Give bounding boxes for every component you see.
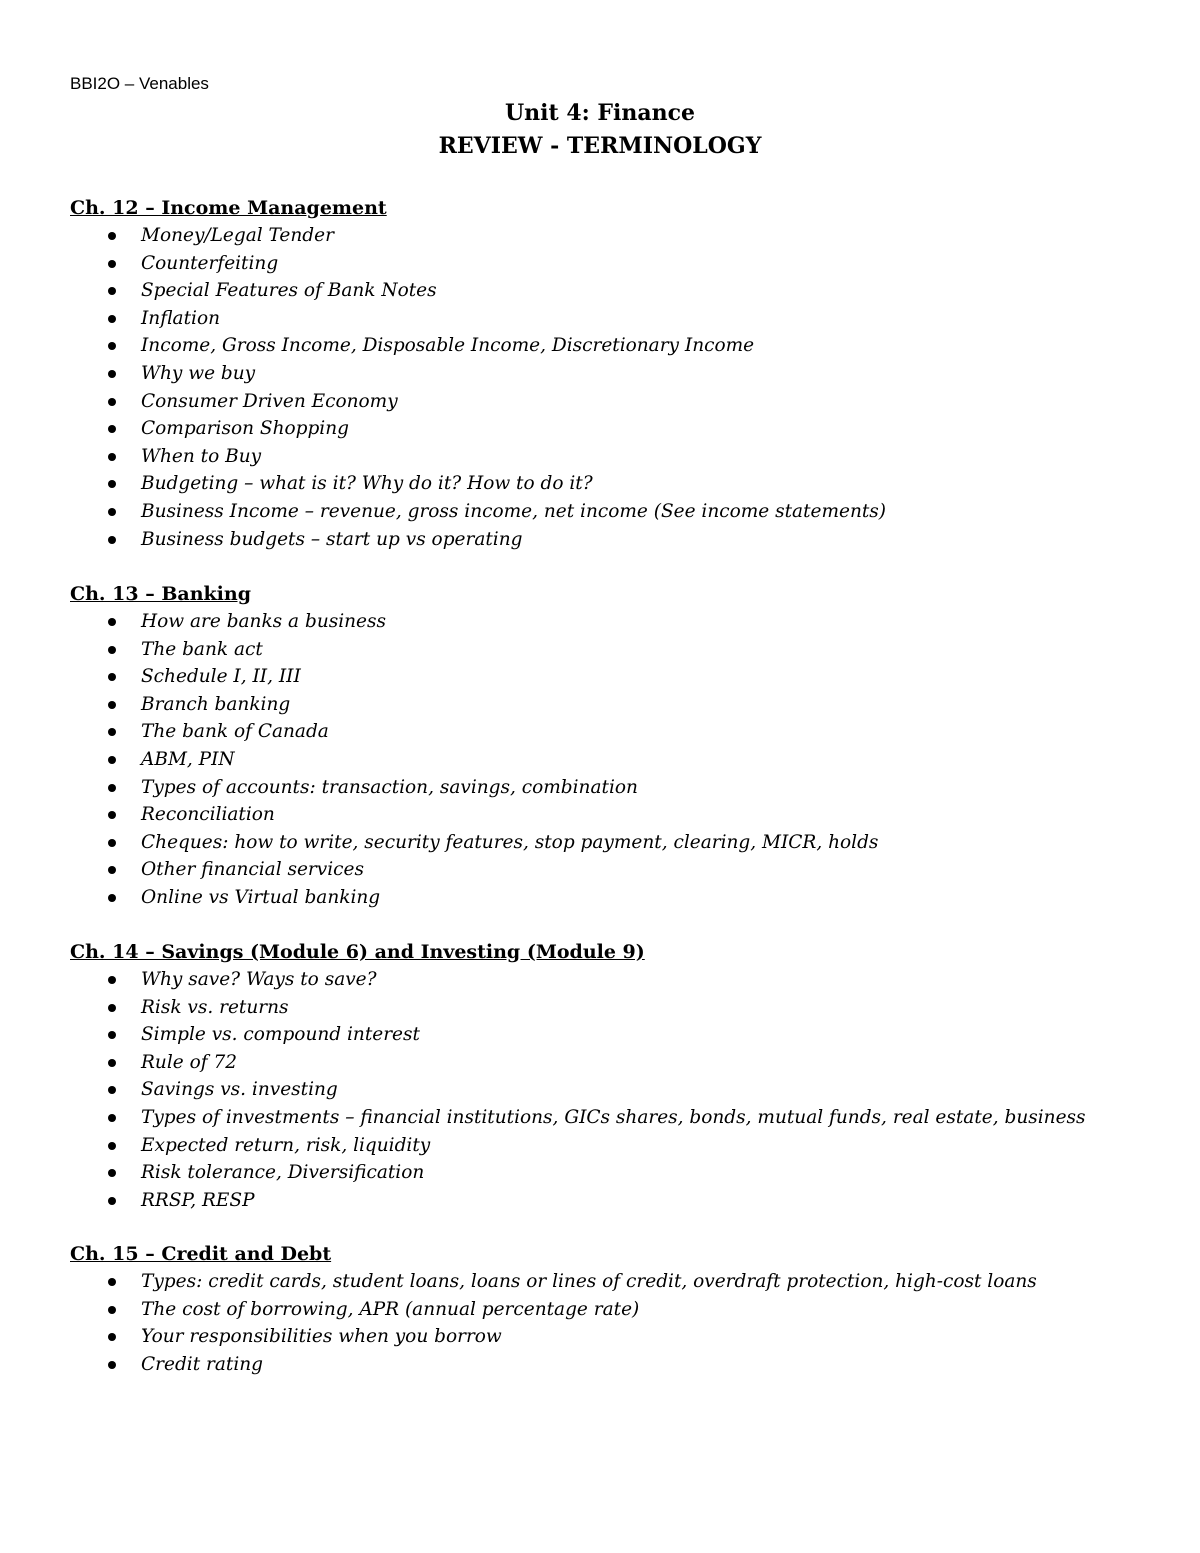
bullet-icon bbox=[108, 232, 116, 240]
list-item bbox=[70, 305, 1170, 333]
bullet-icon bbox=[108, 398, 116, 406]
bullet-icon bbox=[108, 287, 116, 295]
bullet-icon bbox=[108, 1114, 116, 1122]
bullet-icon bbox=[108, 701, 116, 709]
list-item bbox=[70, 1268, 1170, 1296]
list-item bbox=[70, 856, 1170, 884]
list-item bbox=[70, 470, 1170, 498]
list-item bbox=[70, 774, 1170, 802]
bullet-icon bbox=[108, 1197, 116, 1205]
list-item bbox=[70, 332, 1170, 360]
list-item-text: Counterfeiting bbox=[141, 252, 279, 274]
term-list-ch12 bbox=[70, 222, 1170, 553]
list-item-text: Special Features of Bank Notes bbox=[141, 280, 437, 302]
section-ch14 bbox=[70, 938, 1170, 1214]
bullet-icon bbox=[108, 784, 116, 792]
bullet-icon bbox=[108, 508, 116, 516]
bullet-icon bbox=[108, 728, 116, 736]
bullet-icon bbox=[108, 839, 116, 847]
list-item bbox=[70, 1351, 1170, 1379]
bullet-icon bbox=[108, 453, 116, 461]
list-item-text: Other financial services bbox=[141, 859, 364, 881]
bullet-icon bbox=[108, 342, 116, 350]
list-item bbox=[70, 1104, 1170, 1132]
bullet-icon bbox=[108, 1169, 116, 1177]
bullet-icon bbox=[108, 1059, 116, 1067]
list-item-text: Money/Legal Tender bbox=[141, 225, 334, 246]
list-item bbox=[70, 443, 1170, 471]
list-item bbox=[70, 526, 1170, 554]
list-item bbox=[70, 1323, 1170, 1351]
bullet-icon bbox=[108, 480, 116, 488]
list-item bbox=[70, 608, 1170, 636]
document-title: Unit 4: Finance bbox=[504, 100, 696, 126]
section-heading-ch14: Ch. 14 – Savings (Module 6) and Investing (Module 9) bbox=[70, 941, 645, 963]
term-list-ch13 bbox=[70, 608, 1170, 912]
bullet-icon bbox=[108, 536, 116, 544]
list-item-text: The cost of borrowing, APR (annual percentage rate) bbox=[141, 1298, 640, 1320]
list-item-text: Online vs Virtual banking bbox=[141, 886, 381, 908]
list-item-text: Cheques: how to write, security features, stop payment, clearing, MICR, holds bbox=[141, 831, 879, 853]
bullet-icon bbox=[108, 866, 116, 874]
document-subtitle: REVIEW - TERMINOLOGY bbox=[438, 133, 762, 159]
bullet-icon bbox=[108, 673, 116, 681]
bullet-icon bbox=[108, 894, 116, 902]
bullet-icon bbox=[108, 1086, 116, 1094]
bullet-icon bbox=[108, 1142, 116, 1150]
list-item-text: Income, Gross Income, Disposable Income, Discretionary Income bbox=[141, 335, 755, 357]
list-item-text: How are banks a business bbox=[141, 611, 386, 632]
list-item-text: The bank act bbox=[141, 638, 263, 660]
list-item-text: Risk tolerance, Diversification bbox=[141, 1162, 425, 1184]
list-item-text: Business budgets – start up vs operating bbox=[141, 528, 523, 550]
list-item-text: Schedule I, II, III bbox=[141, 666, 301, 688]
bullet-icon bbox=[108, 1306, 116, 1314]
list-item-text: Rule of 72 bbox=[141, 1051, 237, 1073]
list-item-text: Comparison Shopping bbox=[141, 418, 349, 440]
term-list-ch14 bbox=[70, 966, 1170, 1214]
list-item bbox=[70, 415, 1170, 443]
list-item-text: Inflation bbox=[141, 307, 220, 329]
list-item-text: Your responsibilities when you borrow bbox=[141, 1326, 502, 1348]
bullet-icon bbox=[108, 811, 116, 819]
list-item-text: Business Income – revenue, gross income, net income (See income statements) bbox=[141, 500, 887, 522]
list-item-text: The bank of Canada bbox=[141, 721, 329, 743]
list-item bbox=[70, 1049, 1170, 1077]
bullet-icon bbox=[108, 756, 116, 764]
list-item-text: Why we buy bbox=[141, 362, 256, 384]
list-item-text: Types: credit cards, student loans, loans or lines of credit, overdraft protection, high-cost loans bbox=[141, 1271, 1037, 1292]
section-heading-ch12: Ch. 12 – Income Management bbox=[70, 197, 387, 219]
list-item bbox=[70, 250, 1170, 278]
bullet-icon bbox=[108, 1031, 116, 1039]
bullet-icon bbox=[108, 618, 116, 626]
list-item bbox=[70, 388, 1170, 416]
bullet-icon bbox=[108, 1278, 116, 1286]
list-item-text: Types of investments – financial institutions, GICs shares, bonds, mutual funds, real estate, business bbox=[141, 1106, 1086, 1128]
list-item-text: Branch banking bbox=[141, 693, 291, 715]
section-ch13 bbox=[70, 580, 1170, 912]
list-item-text: When to Buy bbox=[141, 445, 262, 467]
list-item-text: Consumer Driven Economy bbox=[141, 390, 398, 412]
list-item-text: Why save? Ways to save? bbox=[141, 969, 377, 990]
list-item bbox=[70, 1021, 1170, 1049]
list-item-text: Simple vs. compound interest bbox=[141, 1024, 420, 1046]
list-item bbox=[70, 360, 1170, 388]
course-header: BBI2O – Venables bbox=[70, 74, 209, 93]
list-item bbox=[70, 801, 1170, 829]
list-item-text: Reconciliation bbox=[141, 804, 275, 826]
list-item bbox=[70, 1132, 1170, 1160]
list-item bbox=[70, 498, 1170, 526]
list-item bbox=[70, 277, 1170, 305]
list-item bbox=[70, 663, 1170, 691]
list-item bbox=[70, 966, 1170, 994]
section-heading-ch13: Ch. 13 – Banking bbox=[70, 583, 252, 605]
list-item-text: Savings vs. investing bbox=[141, 1079, 338, 1101]
section-ch12 bbox=[70, 194, 1170, 553]
bullet-icon bbox=[108, 425, 116, 433]
list-item-text: Types of accounts: transaction, savings, combination bbox=[141, 776, 638, 798]
list-item-text: Budgeting – what is it? Why do it? How to do it? bbox=[141, 473, 593, 495]
list-item-text: ABM, PIN bbox=[141, 748, 235, 770]
list-item bbox=[70, 1159, 1170, 1187]
list-item bbox=[70, 1076, 1170, 1104]
list-item-text: RRSP, RESP bbox=[141, 1189, 255, 1211]
list-item bbox=[70, 994, 1170, 1022]
term-list-ch15 bbox=[70, 1268, 1170, 1378]
bullet-icon bbox=[108, 1004, 116, 1012]
section-ch15 bbox=[70, 1240, 1170, 1378]
bullet-icon bbox=[108, 1333, 116, 1341]
list-item bbox=[70, 829, 1170, 857]
bullet-icon bbox=[108, 646, 116, 654]
bullet-icon bbox=[108, 260, 116, 268]
list-item-text: Credit rating bbox=[141, 1353, 264, 1375]
list-item bbox=[70, 746, 1170, 774]
list-item bbox=[70, 884, 1170, 912]
list-item bbox=[70, 1187, 1170, 1215]
bullet-icon bbox=[108, 370, 116, 378]
list-item bbox=[70, 1296, 1170, 1324]
list-item bbox=[70, 636, 1170, 664]
bullet-icon bbox=[108, 976, 116, 984]
bullet-icon bbox=[108, 315, 116, 323]
list-item bbox=[70, 222, 1170, 250]
section-heading-ch15: Ch. 15 – Credit and Debt bbox=[70, 1243, 332, 1265]
list-item bbox=[70, 718, 1170, 746]
list-item-text: Expected return, risk, liquidity bbox=[141, 1134, 431, 1156]
bullet-icon bbox=[108, 1361, 116, 1369]
list-item bbox=[70, 691, 1170, 719]
list-item-text: Risk vs. returns bbox=[141, 996, 289, 1018]
